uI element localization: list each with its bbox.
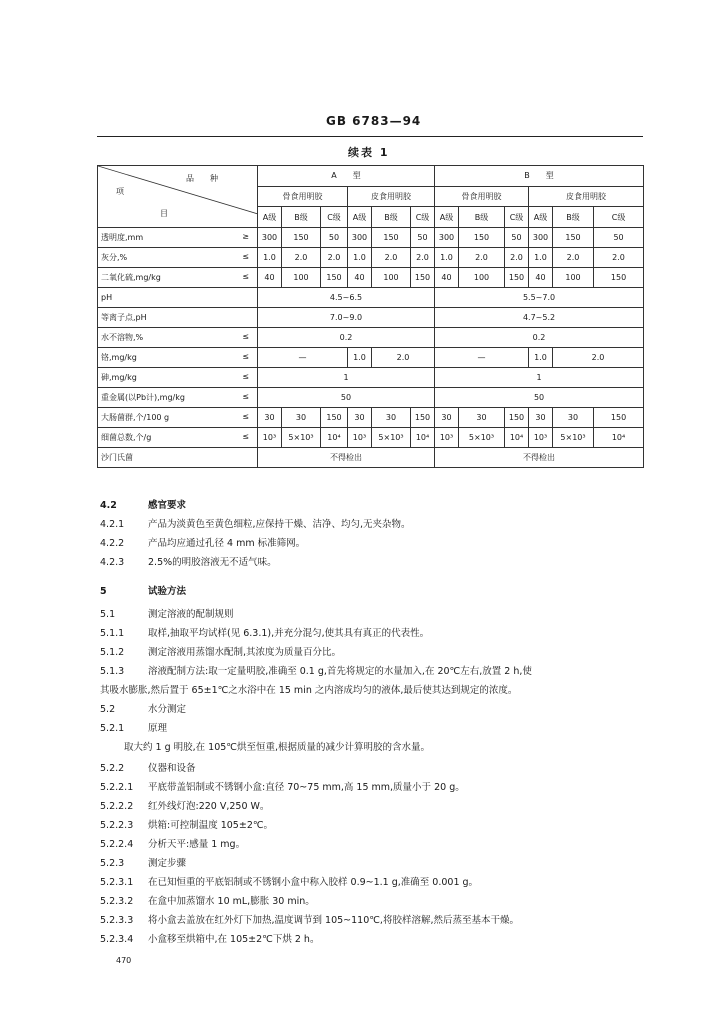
- table-cell: 30: [282, 408, 321, 428]
- body-line: [100, 535, 305, 549]
- clause-text: 小盒移至烘箱中,在 105±2℃下烘 2 h。: [148, 934, 320, 945]
- row-name: 大肠菌群,个/100 g: [101, 413, 170, 422]
- table-cell: 1: [435, 368, 644, 388]
- subtype-header: 皮食用明胶: [348, 186, 435, 207]
- row-label: [98, 268, 258, 288]
- grade-header: C级: [321, 207, 348, 228]
- table-row: [98, 368, 644, 388]
- table-cell: 150: [505, 268, 529, 288]
- row-name: 沙门氏菌: [101, 453, 133, 462]
- clause-text: 取大约 1 g 明胶,在 105℃烘至恒重,根据质量的减少计算明胶的含水量。: [124, 742, 430, 753]
- clause-number: 5.1.2: [100, 647, 125, 658]
- row-label: [98, 228, 258, 248]
- clause-number: 5: [100, 586, 107, 597]
- corner-cell: [98, 166, 258, 228]
- table-cell: 1.0: [258, 248, 282, 268]
- clause-number: 5.2.2.2: [100, 801, 134, 812]
- row-label: [98, 308, 258, 328]
- grade-header: B级: [372, 207, 411, 228]
- body-line: [100, 912, 519, 926]
- table-cell: 5×10³: [459, 428, 505, 448]
- row-name: 重金属(以Pb计),mg/kg: [101, 393, 185, 402]
- clause-text: 在盒中加蒸馏水 10 mL,膨胀 30 min。: [148, 896, 315, 907]
- table-cell: 0.2: [258, 328, 435, 348]
- clause-number: 4.2.2: [100, 538, 125, 549]
- grade-header: A级: [529, 207, 553, 228]
- grade-header: C级: [411, 207, 435, 228]
- table-cell: 50: [411, 228, 435, 248]
- clause-text: 在已知恒重的平底铝制或不锈钢小盒中称入胶样 0.9~1.1 g,准确至 0.001 g。: [148, 877, 479, 888]
- row-name: pH: [101, 293, 113, 302]
- corner-label-item: 项: [116, 187, 124, 196]
- limit-symbol: ≤: [242, 432, 249, 441]
- clause-number: 5.2: [100, 704, 116, 715]
- clause-text: 测定溶液的配制规则: [148, 609, 234, 620]
- clause-text: 取样,抽取平均试样(见 6.3.1),并充分混匀,使其具有真正的代表性。: [148, 628, 430, 639]
- clause-number: 5.2.2.4: [100, 839, 134, 850]
- grade-header: A级: [258, 207, 282, 228]
- table-cell: 10⁴: [321, 428, 348, 448]
- body-line: [100, 893, 315, 907]
- clause-number: 5.2.3.2: [100, 896, 134, 907]
- table-cell: 50: [594, 228, 644, 248]
- row-name: 砷,mg/kg: [101, 373, 137, 382]
- table-cell: 30: [258, 408, 282, 428]
- limit-symbol: ≤: [242, 372, 249, 381]
- table-cell: 2.0: [282, 248, 321, 268]
- table-row: [98, 348, 644, 368]
- table-cell: —: [435, 348, 529, 368]
- standard-code: GB 6783—94: [326, 114, 422, 128]
- table-cell: 5×10³: [282, 428, 321, 448]
- row-name: 水不溶物,%: [101, 333, 144, 342]
- table-row: [98, 248, 644, 268]
- table-cell: 2.0: [411, 248, 435, 268]
- table-cell: 300: [529, 228, 553, 248]
- grade-header: C级: [505, 207, 529, 228]
- clause-text: 仪器和设备: [148, 763, 196, 774]
- grade-header: B级: [282, 207, 321, 228]
- limit-symbol: ≤: [242, 392, 249, 401]
- table-row: [98, 428, 644, 448]
- table-cell: 2.0: [372, 348, 435, 368]
- limit-symbol: ≤: [242, 352, 249, 361]
- row-label: [98, 388, 258, 408]
- grade-header: C级: [594, 207, 644, 228]
- clause-text: 烘箱:可控制温度 105±2℃。: [148, 820, 274, 831]
- table-cell: 2.0: [553, 348, 644, 368]
- table-caption: 续表 1: [348, 146, 390, 159]
- table-cell: 40: [348, 268, 372, 288]
- table-cell: 100: [282, 268, 321, 288]
- row-label: [98, 248, 258, 268]
- table-row: [98, 288, 644, 308]
- table-cell: 1.0: [529, 248, 553, 268]
- row-label: [98, 328, 258, 348]
- spec-table: [97, 165, 644, 468]
- table-row: [98, 328, 644, 348]
- table-cell: 30: [459, 408, 505, 428]
- body-line: [100, 931, 319, 945]
- table-cell: 1.0: [348, 348, 372, 368]
- table-cell: 30: [348, 408, 372, 428]
- corner-label-variety: 品 种: [186, 174, 218, 183]
- body-line: [100, 606, 234, 620]
- table-cell: —: [258, 348, 348, 368]
- table-cell: 5×10³: [372, 428, 411, 448]
- body-line: [100, 497, 186, 511]
- table-cell: 50: [435, 388, 644, 408]
- subtype-header: 皮食用明胶: [529, 186, 644, 207]
- body-line: [100, 625, 429, 639]
- header-rule: [97, 136, 643, 137]
- table-cell: 40: [529, 268, 553, 288]
- table-cell: 150: [411, 408, 435, 428]
- table-cell: 100: [372, 268, 411, 288]
- clause-text: 产品均应通过孔径 4 mm 标准筛网。: [148, 538, 306, 549]
- row-name: 灰分,%: [101, 253, 128, 262]
- table-row: [98, 268, 644, 288]
- table-cell: 150: [321, 268, 348, 288]
- table-cell: 10³: [435, 428, 459, 448]
- clause-number: 5.1: [100, 609, 116, 620]
- corner-label-item2: 目: [160, 209, 168, 218]
- table-cell: 2.0: [594, 248, 644, 268]
- clause-text: 溶液配制方法:取一定量明胶,准确至 0.1 g,首先将规定的水量加入,在 20℃左右,放置 2 h,使: [148, 666, 532, 677]
- table-cell: 1.0: [348, 248, 372, 268]
- table-cell: 150: [411, 268, 435, 288]
- body-line: [100, 516, 411, 530]
- row-label: [98, 348, 258, 368]
- table-cell: 50: [321, 228, 348, 248]
- clause-number: 5.2.3: [100, 858, 125, 869]
- table-cell: 30: [435, 408, 459, 428]
- body-line: [100, 644, 341, 658]
- table-cell: 7.0~9.0: [258, 308, 435, 328]
- clause-number: 5.2.3.1: [100, 877, 134, 888]
- table-cell: 150: [505, 408, 529, 428]
- table-cell: 40: [258, 268, 282, 288]
- row-label: [98, 288, 258, 308]
- table-cell: 2.0: [459, 248, 505, 268]
- clause-text: 分析天平:感量 1 mg。: [148, 839, 246, 850]
- subtype-header: 骨食用明胶: [435, 186, 529, 207]
- clause-text: 测定溶液用蒸馏水配制,其浓度为质量百分比。: [148, 647, 342, 658]
- type-a-header: A 型: [258, 166, 435, 187]
- clause-text: 试验方法: [148, 586, 187, 597]
- table-cell: 30: [372, 408, 411, 428]
- row-name: 细菌总数,个/g: [101, 433, 152, 442]
- table-cell: 300: [258, 228, 282, 248]
- table-cell: 4.5~6.5: [258, 288, 435, 308]
- table-cell: 10⁴: [594, 428, 644, 448]
- table-cell: 150: [594, 408, 644, 428]
- table-row: [98, 408, 644, 428]
- clause-number: 4.2: [100, 500, 117, 511]
- table-cell: 1: [258, 368, 435, 388]
- row-label: [98, 448, 258, 468]
- clause-text: 平底带盖铝制或不锈钢小盒:直径 70~75 mm,高 15 mm,质量小于 20 g。: [148, 782, 465, 793]
- clause-number: 5.2.2: [100, 763, 125, 774]
- table-cell: 150: [553, 228, 594, 248]
- body-line: [100, 701, 186, 715]
- table-cell: 10³: [529, 428, 553, 448]
- grade-header: B级: [459, 207, 505, 228]
- row-label: [98, 428, 258, 448]
- clause-number: 5.2.3.4: [100, 934, 134, 945]
- table-cell: 30: [553, 408, 594, 428]
- clause-text: 测定步骤: [148, 858, 187, 869]
- limit-symbol: ≤: [242, 412, 249, 421]
- table-cell: 10³: [258, 428, 282, 448]
- clause-text: 其吸水膨胀,然后置于 65±1℃之水浴中在 15 min 之内溶成均匀的液体,最后使其达到规定的浓度。: [100, 685, 518, 696]
- table-cell: 150: [459, 228, 505, 248]
- body-line: [100, 874, 478, 888]
- table-cell: 10⁴: [505, 428, 529, 448]
- page-number: 470: [116, 956, 132, 965]
- table-cell: 5.5~7.0: [435, 288, 644, 308]
- table-cell: 10⁴: [411, 428, 435, 448]
- clause-text: 产品为淡黄色至黄色细粒,应保持干燥、洁净、均匀,无夹杂物。: [148, 519, 411, 530]
- row-label: [98, 368, 258, 388]
- table-cell: 4.7~5.2: [435, 308, 644, 328]
- clause-text: 水分测定: [148, 704, 187, 715]
- clause-number: 4.2.1: [100, 519, 125, 530]
- body-line: [100, 583, 186, 597]
- clause-text: 红外线灯泡:220 V,250 W。: [148, 801, 270, 812]
- table-cell: 100: [459, 268, 505, 288]
- body-line: [100, 720, 167, 734]
- table-cell: 5×10³: [553, 428, 594, 448]
- body-line: [100, 817, 273, 831]
- table-row: [98, 448, 644, 468]
- limit-symbol: ≤: [242, 272, 249, 281]
- row-name: 铬,mg/kg: [101, 353, 137, 362]
- table-cell: 1.0: [435, 248, 459, 268]
- clause-text: 2.5%的明胶溶液无不适气味。: [148, 557, 277, 568]
- grade-header: A级: [435, 207, 459, 228]
- clause-number: 4.2.3: [100, 557, 125, 568]
- body-line: [100, 779, 465, 793]
- table-cell: 150: [282, 228, 321, 248]
- table-cell: 2.0: [553, 248, 594, 268]
- table-cell: 150: [372, 228, 411, 248]
- table-cell: 2.0: [505, 248, 529, 268]
- body-line: [100, 836, 245, 850]
- table-cell: 2.0: [321, 248, 348, 268]
- table-cell: 50: [505, 228, 529, 248]
- table-cell: 100: [553, 268, 594, 288]
- table-cell: 不得检出: [435, 448, 644, 468]
- limit-symbol: ≤: [242, 332, 249, 341]
- row-name: 二氧化硫,mg/kg: [101, 273, 161, 282]
- table-cell: 不得检出: [258, 448, 435, 468]
- table-cell: 30: [529, 408, 553, 428]
- table-cell: 10³: [348, 428, 372, 448]
- limit-symbol: ≥: [242, 232, 249, 241]
- table-cell: 150: [321, 408, 348, 428]
- body-line: [100, 798, 269, 812]
- table-cell: 150: [594, 268, 644, 288]
- clause-number: 5.2.2.1: [100, 782, 134, 793]
- row-label: [98, 408, 258, 428]
- table-cell: 50: [258, 388, 435, 408]
- clause-number: 5.1.1: [100, 628, 125, 639]
- table-cell: 300: [435, 228, 459, 248]
- clause-text: 将小盒去盖放在红外灯下加热,温度调节到 105~110℃,将胶样溶解,然后蒸至基本干燥。: [148, 915, 519, 926]
- clause-number: 5.1.3: [100, 666, 125, 677]
- table-row: [98, 228, 644, 248]
- body-line: [100, 554, 277, 568]
- row-name: 等离子点,pH: [101, 313, 147, 322]
- table-row: [98, 388, 644, 408]
- clause-number: 5.2.1: [100, 723, 125, 734]
- grade-header: A级: [348, 207, 372, 228]
- clause-text: 感官要求: [148, 500, 187, 511]
- clause-text: 原理: [148, 723, 168, 734]
- body-line: [100, 663, 532, 677]
- type-b-header: B 型: [435, 166, 644, 187]
- table-row: [98, 308, 644, 328]
- table-cell: 0.2: [435, 328, 644, 348]
- subtype-header: 骨食用明胶: [258, 186, 348, 207]
- clause-number: 5.2.2.3: [100, 820, 134, 831]
- limit-symbol: ≤: [242, 252, 249, 261]
- table-cell: 2.0: [372, 248, 411, 268]
- body-line: [124, 739, 430, 753]
- body-line: [100, 682, 517, 696]
- row-name: 透明度,mm: [101, 233, 144, 242]
- grade-header: B级: [553, 207, 594, 228]
- table-cell: 1.0: [529, 348, 553, 368]
- body-line: [100, 855, 186, 869]
- table-cell: 40: [435, 268, 459, 288]
- clause-number: 5.2.3.3: [100, 915, 134, 926]
- table-cell: 300: [348, 228, 372, 248]
- body-line: [100, 760, 196, 774]
